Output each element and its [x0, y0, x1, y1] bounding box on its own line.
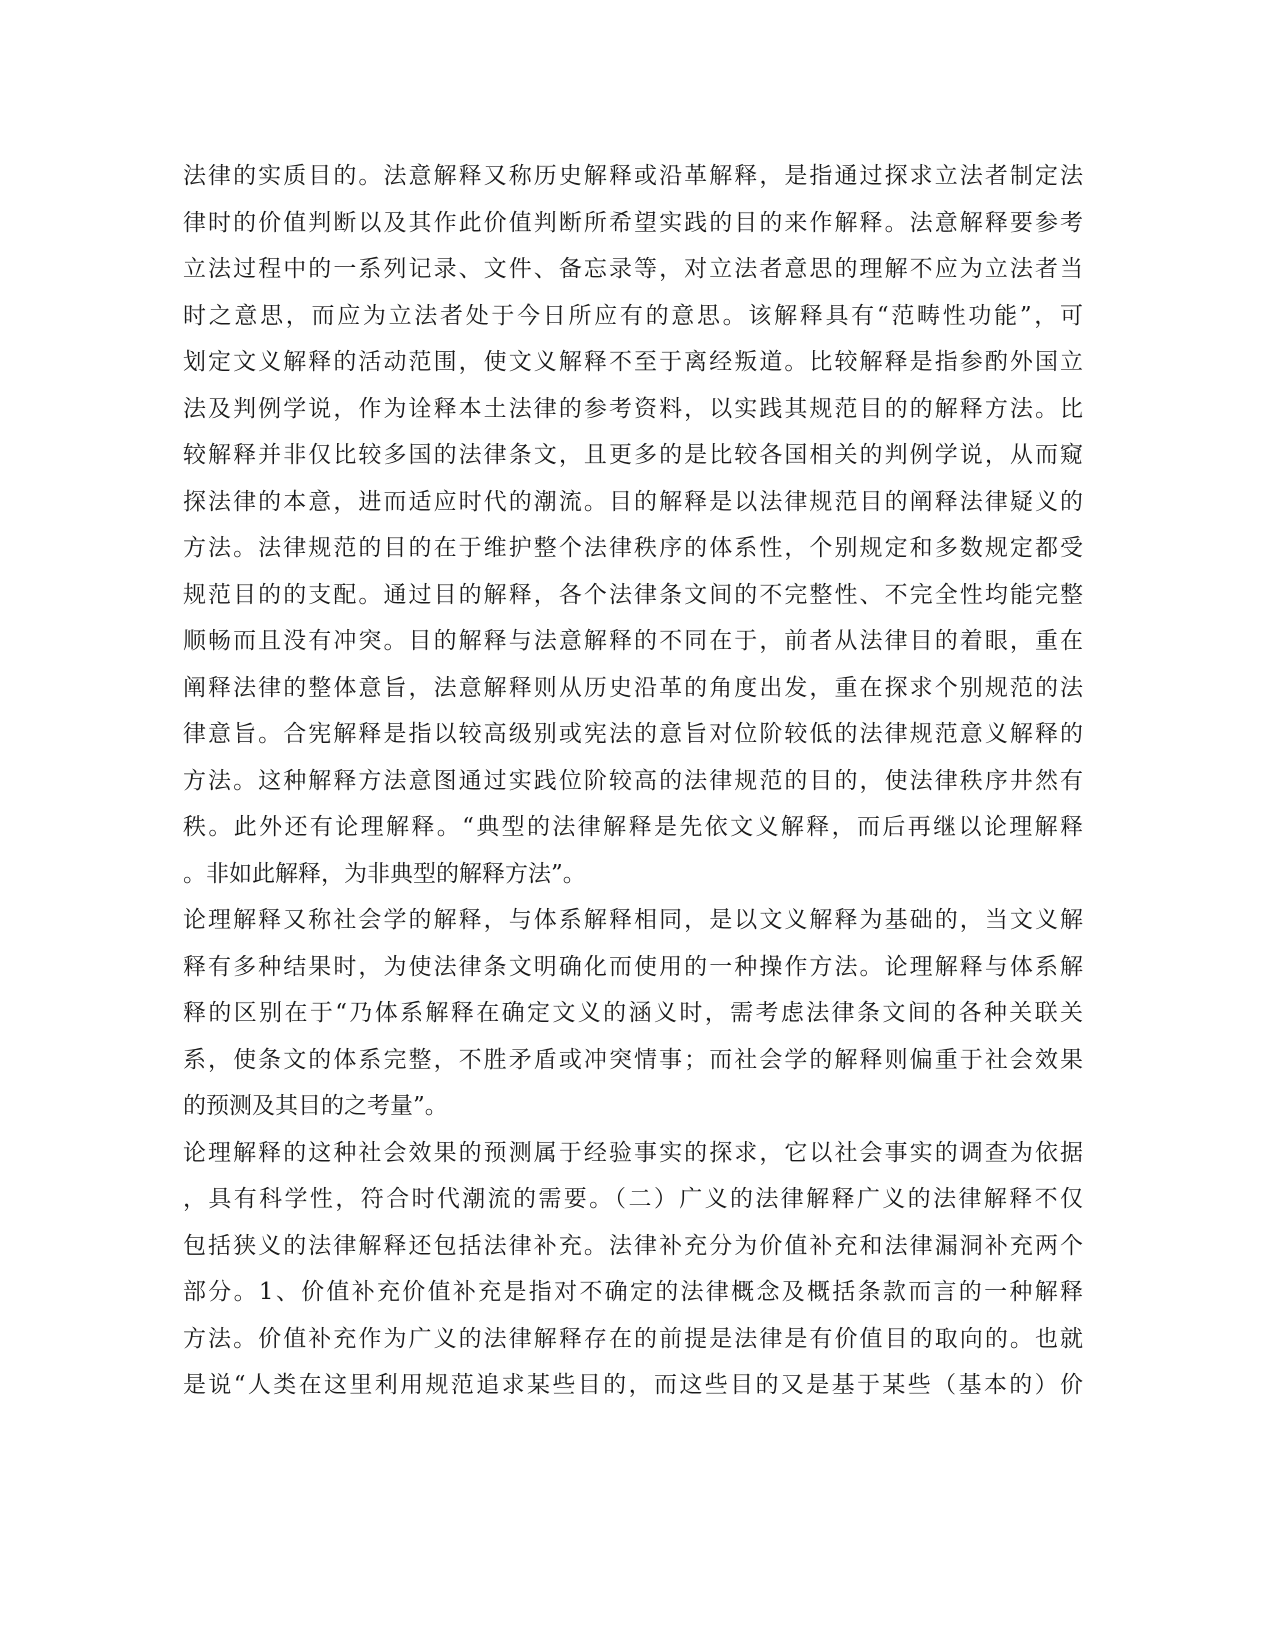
text-line: 立法过程中的一系列记录、文件、备忘录等，对立法者意思的理解不应为立法者当: [183, 256, 1083, 282]
text-line: 顺畅而且没有冲突。目的解释与法意解释的不同在于，前者从法律目的着眼，重在: [183, 628, 1083, 654]
text-line: 探法律的本意，进而适应时代的潮流。目的解释是以法律规范目的阐释法律疑义的: [183, 488, 1083, 515]
text-line: 包括狭义的法律解释还包括法律补充。法律补充分为价值补充和法律漏洞补充两个: [183, 1232, 1083, 1259]
text-line: 法及判例学说，作为诠释本土法律的参考资料，以实践其规范目的的解释方法。比: [183, 395, 1083, 422]
paragraph-3: [183, 1130, 1083, 1409]
text-line: 部分。1、价值补充价值补充是指对不确定的法律概念及概括条款而言的一种解释: [183, 1279, 1083, 1305]
body-text: [183, 153, 1083, 1409]
text-line: 律意旨。合宪解释是指以较高级别或宪法的意旨对位阶较低的法律规范意义解释的: [183, 721, 1083, 747]
paragraph-2: [183, 897, 1083, 1130]
text-line: 论理解释又称社会学的解释，与体系解释相同，是以文义解释为基础的，当文义解: [183, 907, 1083, 933]
text-line: 。非如此解释，为非典型的解释方法”。: [183, 860, 586, 887]
text-line: 释有多种结果时，为使法律条文明确化而使用的一种操作方法。论理解释与体系解: [183, 953, 1083, 980]
text-line: 法律的实质目的。法意解释又称历史解释或沿革解释，是指通过探求立法者制定法: [183, 163, 1083, 189]
text-line: 方法。这种解释方法意图通过实践位阶较高的法律规范的目的，使法律秩序井然有: [183, 767, 1083, 794]
text-line: 方法。价值补充作为广义的法律解释存在的前提是法律是有价值目的取向的。也就: [183, 1325, 1083, 1352]
text-line: 系，使条文的体系完整，不胜矛盾或冲突情事；而社会学的解释则偏重于社会效果: [183, 1046, 1083, 1073]
text-line: 阐释法律的整体意旨，法意解释则从历史沿革的角度出发，重在探求个别规范的法: [183, 674, 1083, 701]
text-line: 论理解释的这种社会效果的预测属于经验事实的探求，它以社会事实的调查为依据: [183, 1139, 1083, 1166]
text-line: 秩。此外还有论理解释。“典型的法律解释是先依文义解释，而后再继以论理解释: [183, 814, 1083, 840]
text-line: 时之意思，而应为立法者处于今日所应有的意思。该解释具有“范畴性功能”，可: [183, 302, 1083, 329]
paragraph-1: [183, 153, 1083, 897]
text-line: 的预测及其目的之考量”。: [183, 1093, 448, 1119]
text-line: 划定文义解释的活动范围，使文义解释不至于离经叛道。比较解释是指参酌外国立: [183, 349, 1083, 375]
text-line: 释的区别在于“乃体系解释在确定文义的涵义时，需考虑法律条文间的各种关联关: [183, 1000, 1083, 1026]
text-line: ，具有科学性，符合时代潮流的需要。（二）广义的法律解释广义的法律解释不仅: [183, 1186, 1083, 1212]
text-line: 律时的价值判断以及其作此价值判断所希望实践的目的来作解释。法意解释要参考: [183, 209, 1083, 236]
text-line: 方法。法律规范的目的在于维护整个法律秩序的体系性，个别规定和多数规定都受: [183, 535, 1083, 561]
text-line: 规范目的的支配。通过目的解释，各个法律条文间的不完整性、不完全性均能完整: [183, 581, 1083, 608]
text-line: 是说“人类在这里利用规范追求某些目的，而这些目的又是基于某些（基本的）价: [183, 1372, 1083, 1398]
text-line: 较解释并非仅比较多国的法律条文，且更多的是比较各国相关的判例学说，从而窥: [183, 442, 1083, 468]
